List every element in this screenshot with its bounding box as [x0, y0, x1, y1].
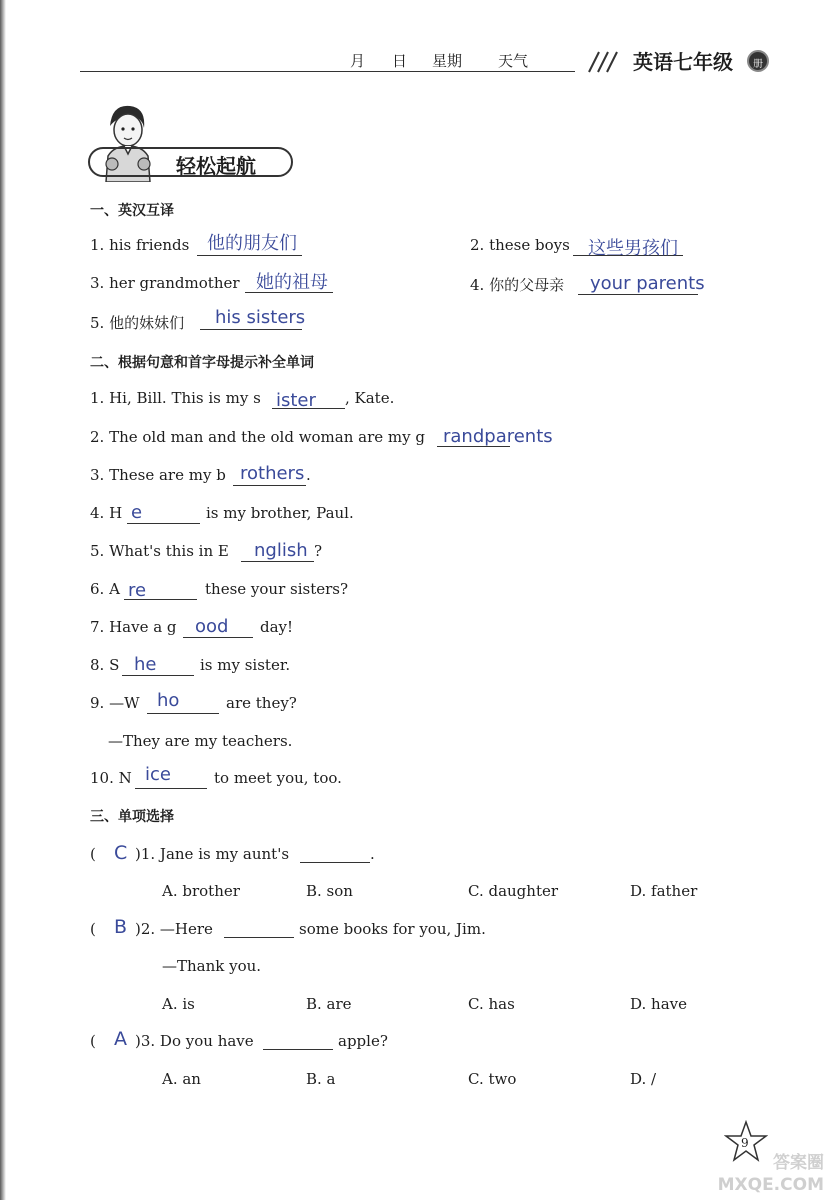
header-rule: [80, 71, 575, 72]
section2-title: 二、根据句意和首字母提示补全单词: [90, 355, 314, 371]
slash-marks-icon: [585, 48, 625, 74]
header-weather: 天气: [498, 52, 529, 70]
s2-q4-blank: [127, 523, 200, 524]
s2-q5-suffix: ?: [314, 542, 323, 560]
s2-q7-prompt: 7. Have a g: [90, 618, 177, 636]
s1-q1: 1. his friends: [90, 236, 190, 254]
s3-q1-option-a: A. brother: [162, 882, 240, 900]
s3-q2-blank: [224, 937, 294, 938]
s2-q5-answer: nglish: [254, 540, 308, 561]
s2-q10-prompt: 10. N: [90, 769, 132, 787]
s3-q2-option-d: D. have: [630, 995, 687, 1013]
s1-q1-answer: 他的朋友们: [207, 233, 297, 254]
s3-q3-option-d: D. /: [630, 1070, 657, 1088]
s2-q10-answer: ice: [145, 764, 171, 785]
section1-title: 一、英汉互译: [90, 203, 174, 219]
s1-q2: 2. these boys: [470, 236, 570, 254]
s3-q3-answer: A: [114, 1028, 127, 1050]
s2-q5-blank: [241, 561, 314, 562]
s2-q8-suffix: is my sister.: [200, 656, 291, 674]
s3-q2-option-c: C. has: [468, 995, 515, 1013]
s3-q3-stem: )3. Do you have: [135, 1032, 254, 1050]
s2-q2-answer: randparents: [443, 426, 553, 447]
s2-q8-blank: [122, 675, 194, 676]
s2-q3-answer: rothers: [240, 463, 305, 484]
s2-q6-prompt: 6. A: [90, 580, 120, 598]
s2-q6-answer: re: [128, 580, 147, 601]
s1-q5: 5. 他的妹妹们: [90, 314, 185, 332]
s3-q2-option-a: A. is: [162, 995, 195, 1013]
s3-q1-option-d: D. father: [630, 882, 698, 900]
s1-q4: 4. 你的父母亲: [470, 276, 565, 294]
s2-q8-prompt: 8. S: [90, 656, 120, 674]
s2-q3-blank: [233, 485, 306, 486]
s2-q4-answer: e: [131, 502, 143, 523]
s3-q1-option-c: C. daughter: [468, 882, 559, 900]
s3-q2-reply: —Thank you.: [162, 957, 262, 975]
s2-q5-prompt: 5. What's this in E: [90, 542, 229, 560]
s2-q3-suffix: .: [306, 466, 311, 484]
s3-q2-answer: B: [114, 916, 128, 938]
header-day: 日: [392, 52, 408, 70]
s2-q7-suffix: day!: [260, 618, 294, 636]
s1-q5-answer: his sisters: [215, 307, 306, 328]
s2-q9-prompt: 9. —W: [90, 694, 140, 712]
s3-q1-stem: )1. Jane is my aunt's: [135, 845, 290, 863]
s1-q3-answer: 她的祖母: [256, 272, 328, 293]
s1-q2-answer: 这些男孩们: [588, 238, 678, 259]
s1-q5-blank: [200, 329, 302, 330]
s2-q10-suffix: to meet you, too.: [214, 769, 342, 787]
section3-title: 三、单项选择: [90, 809, 174, 825]
s3-q1-blank: [300, 862, 370, 863]
s3-q3-option-a: A. an: [162, 1070, 201, 1088]
s2-q1-prompt: 1. Hi, Bill. This is my s: [90, 389, 261, 407]
s2-q3-prompt: 3. These are my b: [90, 466, 226, 484]
s3-q3-option-b: B. a: [306, 1070, 336, 1088]
subject-title: 英语七年级: [633, 50, 733, 74]
header-weekday: 星期: [432, 52, 463, 70]
header-month: 月: [350, 52, 366, 70]
s3-q3-stem-end: apple?: [338, 1032, 388, 1050]
s2-q4-prompt: 4. H: [90, 504, 123, 522]
s2-q9-blank: [147, 713, 219, 714]
s3-q1-open-paren: (: [90, 845, 96, 863]
s2-q9-answer: ho: [157, 690, 180, 711]
s3-q2-stem-end: some books for you, Jim.: [299, 920, 486, 938]
s1-q4-blank: [578, 294, 698, 295]
watermark: 答案圈 MXQE.COM: [717, 1153, 824, 1195]
banner-title: 轻松起航: [176, 154, 256, 178]
s2-q1-suffix: , Kate.: [345, 389, 395, 407]
s3-q1-answer: C: [114, 842, 128, 864]
s2-q8-answer: he: [134, 654, 157, 675]
s2-q7-blank: [183, 637, 253, 638]
s1-q4-answer: your parents: [590, 273, 705, 294]
s2-q7-answer: ood: [195, 616, 229, 637]
s2-q10-blank: [135, 788, 207, 789]
page-number: 9: [741, 1136, 749, 1150]
scan-edge-shadow: [0, 0, 6, 1200]
s2-q2-prompt: 2. The old man and the old woman are my g: [90, 428, 425, 446]
s2-q6-suffix: these your sisters?: [205, 580, 349, 598]
s3-q2-stem: )2. —Here: [135, 920, 213, 938]
grade-badge: [747, 50, 769, 72]
s2-q9-suffix: are they?: [226, 694, 297, 712]
s3-q2-option-b: B. are: [306, 995, 352, 1013]
s3-q3-blank: [263, 1049, 333, 1050]
s3-q2-open-paren: (: [90, 920, 96, 938]
s3-q3-option-c: C. two: [468, 1070, 517, 1088]
s2-q9-reply: —They are my teachers.: [108, 732, 293, 750]
s3-q3-open-paren: (: [90, 1032, 96, 1050]
s1-q3: 3. her grandmother: [90, 274, 240, 292]
page-header: [80, 40, 780, 80]
s1-q1-blank: [197, 255, 302, 256]
s3-q1-stem-end: .: [370, 845, 375, 863]
s3-q1-option-b: B. son: [306, 882, 353, 900]
s2-q1-answer: ister: [276, 390, 316, 411]
s2-q4-suffix: is my brother, Paul.: [206, 504, 354, 522]
grade-badge-label: 册: [753, 59, 763, 70]
